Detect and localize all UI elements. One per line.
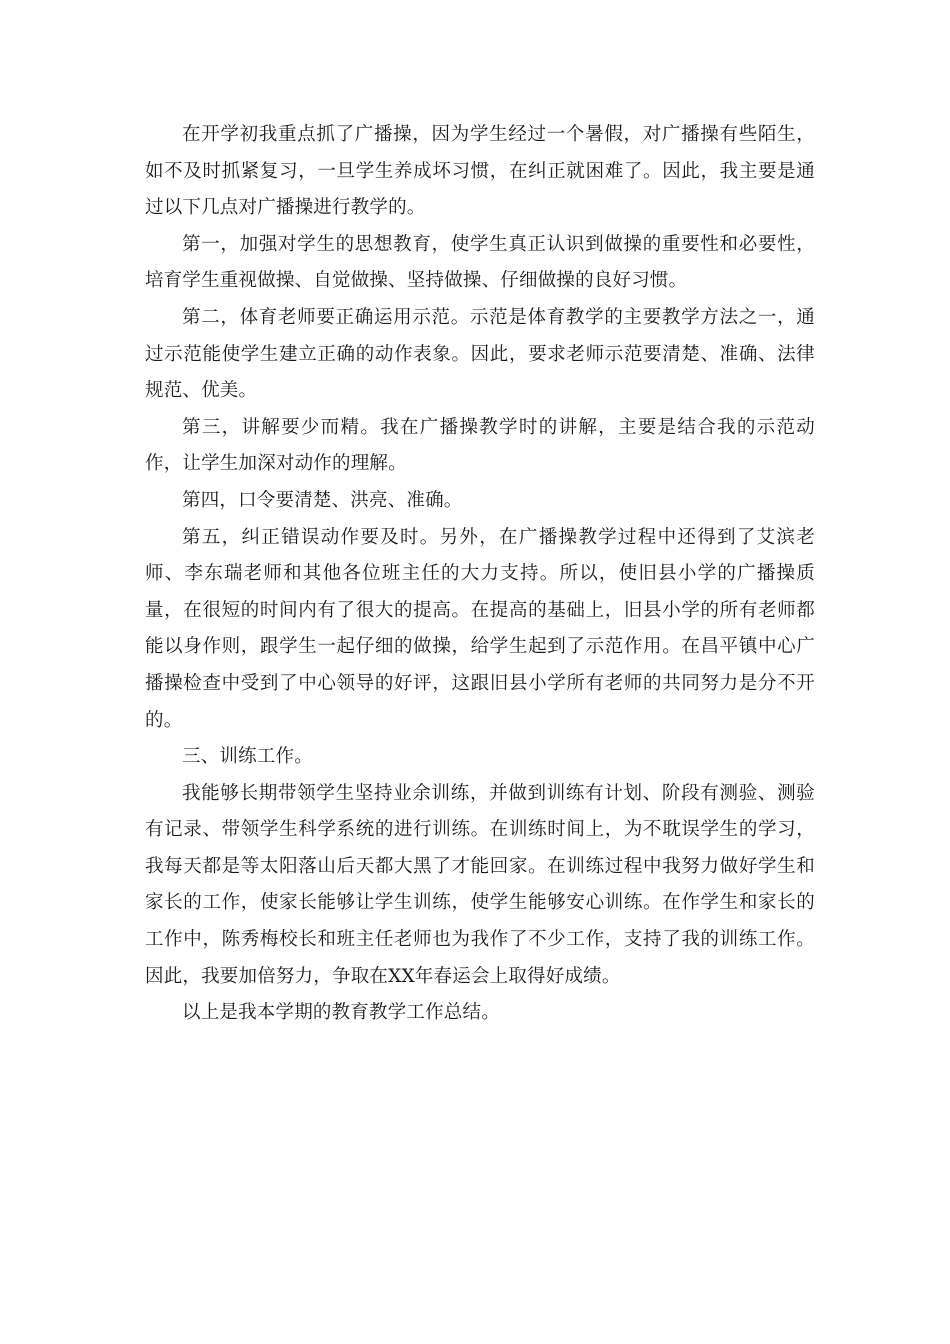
- paragraph-broadcast-exercise-intro: 在开学初我重点抓了广播操，因为学生经过一个暑假，对广播操有些陌生，如不及时抓紧复习，一旦学生养成坏习惯，在纠正就困难了。因此，我主要是通过以下几点对广播操进行教学的。: [145, 124, 815, 219]
- paragraph-point-two: 第二，体育老师要正确运用示范。示范是体育教学的主要教学方法之一，通过示范能使学生建立正确的动作表象。因此，要求老师示范要清楚、准确、法律规范、优美。: [145, 306, 815, 402]
- paragraph-point-one: 第一，加强对学生的思想教育，使学生真正认识到做操的重要性和必要性，培育学生重视做操、自觉做操、坚持做操、仔细做操的良好习惯。: [145, 233, 815, 292]
- paragraph-point-three: 第三，讲解要少而精。我在广播操教学时的讲解，主要是结合我的示范动作，让学生加深对动作的理解。: [145, 416, 815, 475]
- paragraph-point-four: 第四，口令要清楚、洪亮、准确。: [182, 489, 463, 511]
- section-heading-training: 三、训练工作。: [182, 746, 313, 768]
- paragraph-training-work: 我能够长期带领学生坚持业余训练，并做到训练有计划、阶段有测验、测验有记录、带领学生科学系统的进行训练。在训练时间上，为不耽误学生的学习，我每天都是等太阳落山后天都大黑了才能回家。在训练过程中我努力做好学生和家长的工作，使家长能够让学生训练，使学生能够安心训练。在作学生和家长的工作中，陈秀梅校长和班主任老师也为我作了不少工作，支持了我的训练工作。因此，我要加倍努力，争取在XX年春运会上取得好成绩。: [145, 782, 815, 987]
- paragraph-point-five: 第五，纠正错误动作要及时。另外，在广播操教学过程中还得到了艾滨老师、李东瑞老师和其他各位班主任的大力支持。所以，使旧县小学的广播操质量，在很短的时间内有了很大的提高。在提高的基础上，旧县小学的所有老师都能以身作则，跟学生一起仔细的做操，给学生起到了示范作用。在昌平镇中心广播操检查中受到了中心领导的好评，这跟旧县小学所有老师的共同努力是分不开的。: [145, 526, 815, 731]
- document-body: [145, 117, 815, 1032]
- paragraph-conclusion: 以上是我本学期的教育教学工作总结。: [182, 1002, 500, 1024]
